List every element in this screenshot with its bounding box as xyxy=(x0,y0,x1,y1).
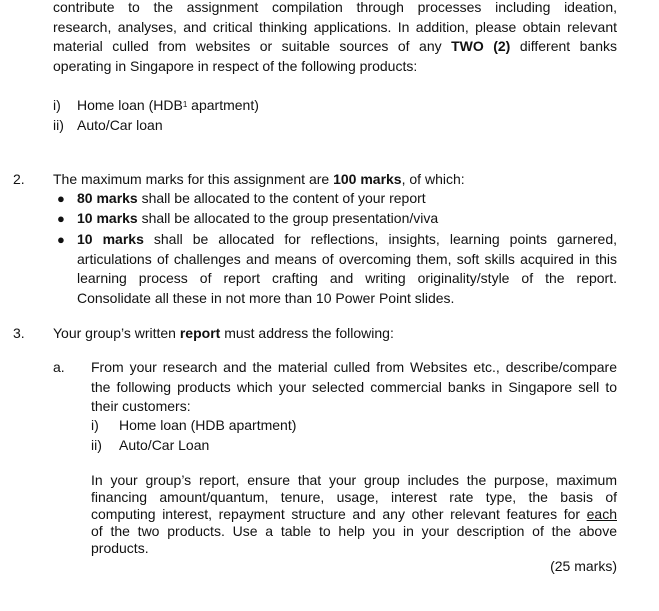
intro-product-2-text: Auto/Car loan xyxy=(77,117,163,133)
sub-a-line-1: From your research and the material culled from Websites etc., describe/compare xyxy=(91,359,617,375)
sub-a-paragraph xyxy=(91,358,617,417)
bullet-3-line-2: articulations of challenges and means of overcoming them, soft skills acquired in this xyxy=(77,250,617,267)
bullet-dot-3: ● xyxy=(57,232,65,247)
each-underlined: each xyxy=(586,506,617,522)
bullet-3-line-3: learning process of report crafting and writing originality/style of the report. xyxy=(77,270,617,286)
intro-line-3: material culled from websites or suitable sources of any TWO (2) different banks xyxy=(53,38,617,54)
sub-a-line-2: the following products which your selected commercial banks in Singapore sell to xyxy=(91,378,617,395)
marks-label: (25 marks) xyxy=(550,558,617,574)
sub-a-product-1-text: Home loan (HDB apartment) xyxy=(119,417,297,433)
intro-line-1: contribute to the assignment compilation through processes including ideation, xyxy=(53,0,617,15)
intro-line-4: operating in Singapore in respect of the following products: xyxy=(53,57,418,74)
bullet-item-2: 10 marks shall be allocated to the group presentation/viva xyxy=(77,210,439,226)
instr-line-1: In your group’s report, ensure that your group includes the purpose, maximum xyxy=(91,472,617,488)
bullet-dot-2: ● xyxy=(57,211,65,226)
intro-product-1-marker: i) xyxy=(53,97,61,113)
bullet-item-3 xyxy=(77,230,617,308)
intro-product-2 xyxy=(53,116,64,136)
intro-product-2-marker: ii) xyxy=(53,117,64,133)
item-3-number: 3. xyxy=(13,325,25,341)
instr-line-2: financing amount/quantum, tenure, usage, interest rate type, the basis of xyxy=(91,489,617,505)
bullet-3-line-1: 10 marks shall be allocated for reflections, insights, learning points garnered, xyxy=(77,231,617,247)
intro-two-bold: TWO (2) xyxy=(451,38,511,54)
instr-line-3: computing interest, repayment structure and any other relevant features for each xyxy=(91,506,617,522)
item-2-heading: The maximum marks for this assignment are 100 marks, of which: xyxy=(53,171,465,187)
intro-line-2: research, analyses, and critical thinking applications. In addition, please obtain relevant xyxy=(53,18,617,35)
sub-a-letter: a. xyxy=(53,359,65,375)
item-3-heading: Your group’s written report must address the following: xyxy=(53,325,394,341)
total-marks: 100 marks xyxy=(333,171,402,187)
bullet-dot-1: ● xyxy=(57,191,65,206)
sub-a-instructions xyxy=(91,472,617,557)
sub-a-product-1-marker: i) xyxy=(91,417,99,433)
footnote-marker: 1 xyxy=(182,100,188,109)
item-2-number: 2. xyxy=(13,171,25,187)
report-bold: report xyxy=(179,325,221,341)
sub-a-product-2-text: Auto/Car Loan xyxy=(119,437,210,453)
bullet-3-line-4: Consolidate all these in not more than 10 Power Point slides. xyxy=(77,289,455,306)
instr-line-4: of the two products. Use a table to help you in your description of the above xyxy=(91,523,617,539)
sub-a-line-3: their customers: xyxy=(91,398,191,414)
bullet-item-1: 80 marks shall be allocated to the content of your report xyxy=(77,190,426,206)
intro-paragraph xyxy=(53,0,617,76)
intro-product-1 xyxy=(53,96,61,116)
sub-a-product-2-marker: ii) xyxy=(91,437,102,453)
instr-line-5: products. xyxy=(91,540,149,556)
intro-product-1-text: Home loan (HDB$^1$ apartment) xyxy=(77,97,259,113)
